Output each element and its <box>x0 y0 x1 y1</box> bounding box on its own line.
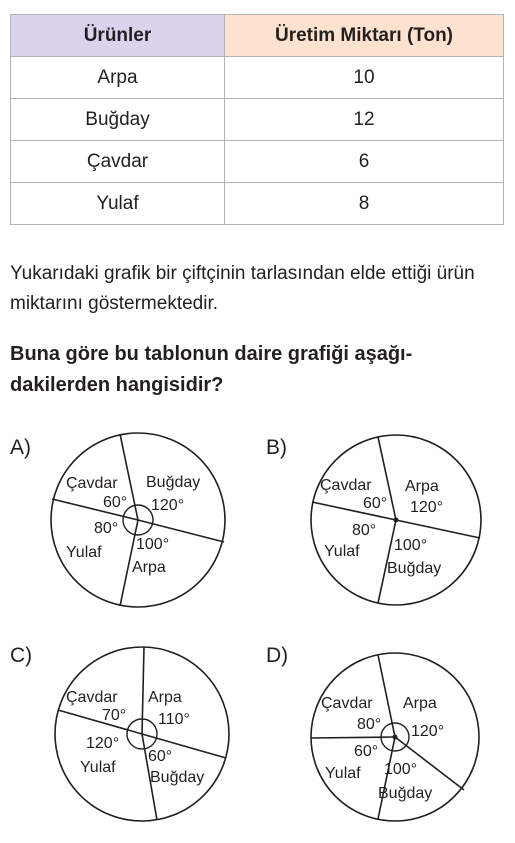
slice-divider <box>58 710 142 734</box>
question-line-2: dakilerden hangisidir? <box>10 374 224 396</box>
slice-label: Buğday <box>387 560 442 577</box>
cell-amount: 8 <box>225 183 504 225</box>
slice-angle: 120° <box>86 735 120 752</box>
question-line-1: Buna göre bu tablonun daire grafiği aşağı- <box>10 343 413 365</box>
cell-product: Buğday <box>11 99 225 141</box>
table-row <box>11 141 504 183</box>
slice-label: Arpa <box>132 559 166 576</box>
slice-label: Arpa <box>403 695 437 712</box>
slice-label: Arpa <box>148 689 182 706</box>
cell-amount: 12 <box>225 99 504 141</box>
slice-angle: 120° <box>410 499 444 516</box>
slice-angle: 60° <box>103 494 128 511</box>
question-text <box>10 339 515 401</box>
header-products: Ürünler <box>11 15 225 57</box>
option-a-label[interactable]: A) <box>10 436 31 459</box>
option-c-pie-chart[interactable] <box>52 644 232 824</box>
option-b-pie-chart[interactable] <box>308 432 484 608</box>
description-paragraph: Yukarıdaki grafik bir çiftçinin tarlasından elde ettiği ürün miktarını göstermektedir. <box>10 263 475 314</box>
slice-angle: 110° <box>158 711 190 728</box>
slice-label: Çavdar <box>320 477 372 494</box>
slice-angle: 60° <box>354 743 379 760</box>
slice-label: Çavdar <box>66 689 118 706</box>
slice-angle: 100° <box>394 537 428 554</box>
slice-divider <box>311 737 395 738</box>
cell-product: Yulaf <box>11 183 225 225</box>
table-row <box>11 183 504 225</box>
slice-label: Buğday <box>378 785 433 802</box>
slice-label: Yulaf <box>325 765 361 782</box>
cell-product: Arpa <box>11 57 225 99</box>
header-production-amount: Üretim Miktarı (Ton) <box>225 15 504 57</box>
slice-angle: 80° <box>357 716 382 733</box>
table-row <box>11 57 504 99</box>
slice-angle: 120° <box>411 723 445 740</box>
cell-product: Çavdar <box>11 141 225 183</box>
option-a-pie-chart[interactable] <box>48 430 228 610</box>
slice-divider <box>378 737 395 819</box>
cell-amount: 10 <box>225 57 504 99</box>
slice-angle: 80° <box>94 520 119 537</box>
slice-label: Çavdar <box>321 695 373 712</box>
slice-angle: 100° <box>136 536 170 553</box>
option-d-label[interactable]: D) <box>266 644 289 667</box>
slice-angle: 120° <box>151 497 185 514</box>
production-table <box>10 14 504 225</box>
slice-divider <box>142 647 144 734</box>
slice-label: Yulaf <box>66 544 102 561</box>
slice-angle: 70° <box>102 707 127 724</box>
slice-label: Çavdar <box>66 475 118 492</box>
slice-angle: 80° <box>352 522 377 539</box>
slice-label: Buğday <box>146 474 201 491</box>
slice-label: Buğday <box>150 769 205 786</box>
option-b-label[interactable]: B) <box>266 436 287 459</box>
slice-angle: 100° <box>384 761 418 778</box>
slice-label: Yulaf <box>324 543 360 560</box>
option-c-label[interactable]: C) <box>10 644 33 667</box>
slice-label: Yulaf <box>80 759 116 776</box>
option-d-pie-chart[interactable] <box>308 650 482 824</box>
cell-amount: 6 <box>225 141 504 183</box>
table-row <box>11 99 504 141</box>
table-header-row <box>11 15 504 57</box>
slice-divider <box>396 520 480 538</box>
slice-angle: 60° <box>363 495 388 512</box>
slice-angle: 60° <box>148 748 173 765</box>
slice-label: Arpa <box>405 478 439 495</box>
